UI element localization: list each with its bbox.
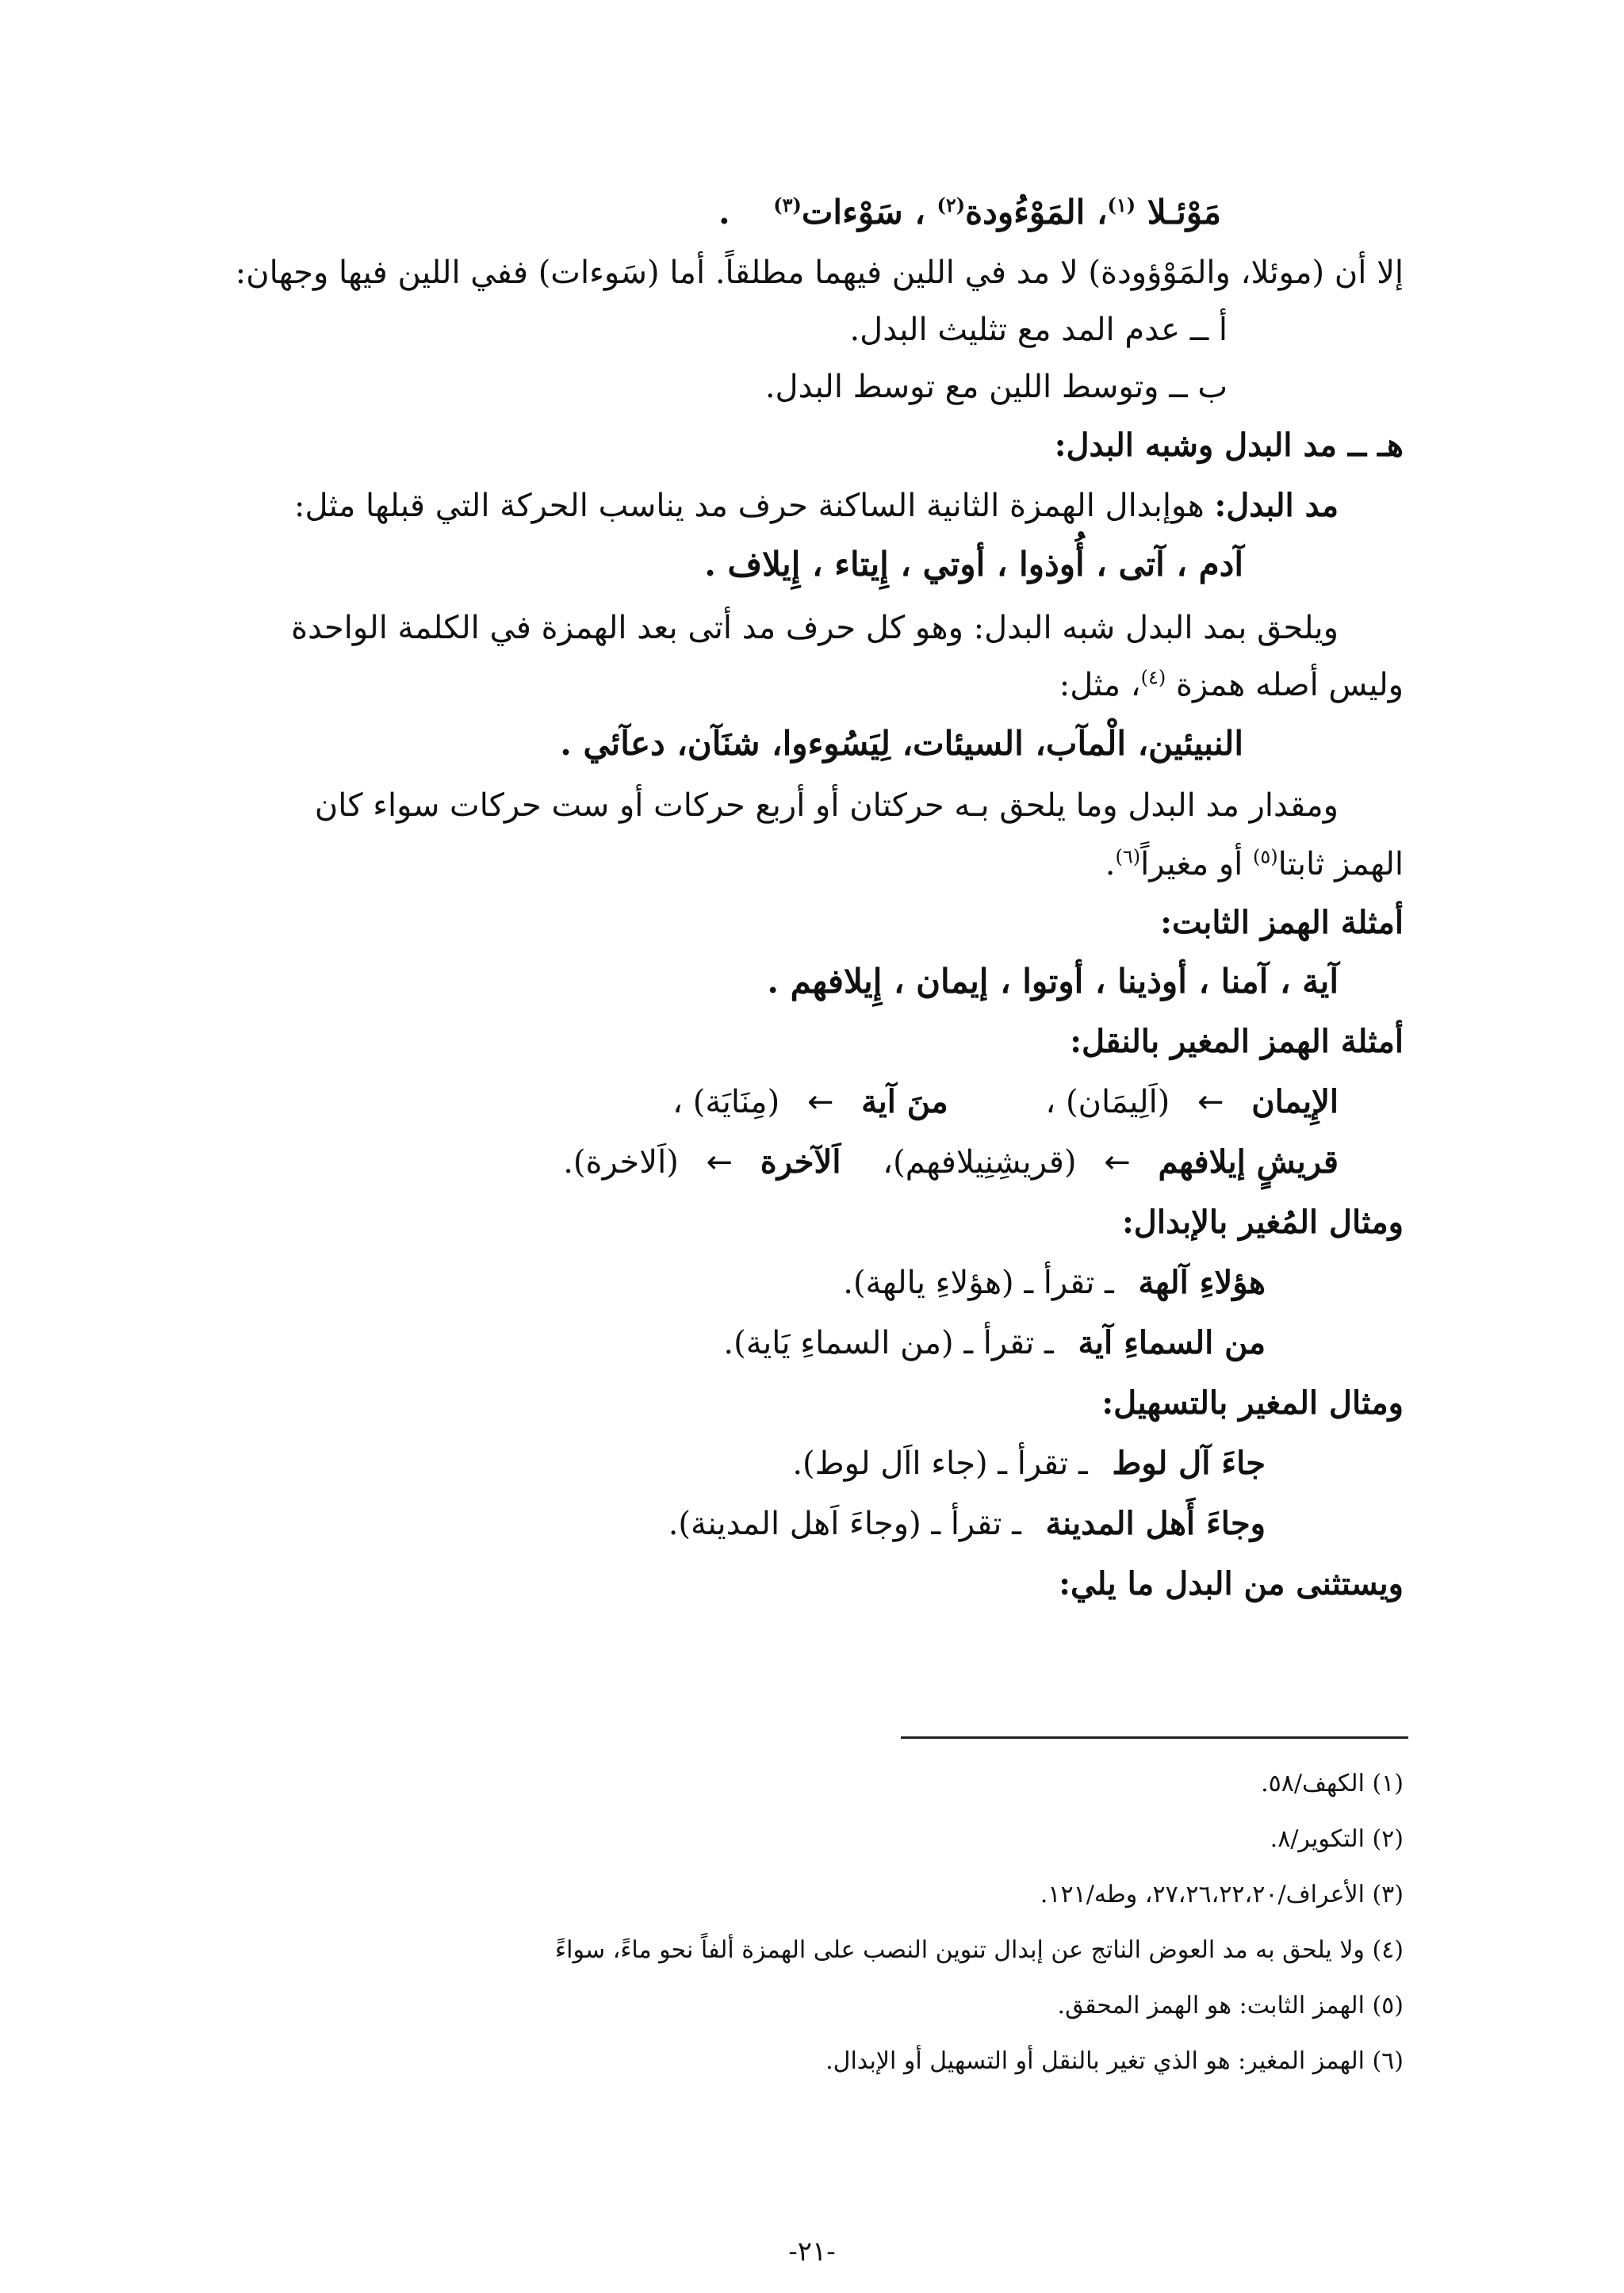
line-shibh-badal-cont: وليس أصله همزة $^{(٤)}$، مثل: [1059,666,1404,703]
line-madd-badal-def: مد البدل: هوإبدال الهمزة الثانية الساكنة حرف مد يناسب الحركة التي قبلها مثل: [294,487,1339,524]
footnote-3: (٣) الأعراف/٢٧،٢٦،٢٢،٢٠، وطه/١٢١. [1040,1881,1404,1908]
page-number: -٢١- [788,2236,836,2268]
arrow-icon: ← [1197,1084,1224,1120]
line-shibh-examples: النبيئين، الْمآب، السيئات، لِيَسُوءوا، شنَآن، دعآئي . [560,724,1243,763]
footnote-6: (٦) الهمز المغير: هو الذي تغير بالنقل أو التسهيل أو الإبدال. [825,2047,1404,2075]
line-tashil-example-2: وجاءَ أَهل المدينة ـ تقرأ ـ (وجاءَ اَهل المدينة). [668,1505,1266,1542]
line-exception: إلا أن (موئلا، والمَوْؤودة) لا مد في اللين فيهما مطلقاً. أما (سَوءات) ففي اللين فيها وجهان: [235,255,1404,291]
footnote-5: (٥) الهمز الثابت: هو الهمز المحقق. [1057,1992,1404,2019]
line-miqdar-cont: الهمز ثابتا$^{(٥)}$ أو مغيراً$^{(٦)}$. [1105,845,1404,882]
footnote-4: (٤) ولا يلحق به مد العوض الناتج عن إبدال تنوين النصب على الهمزة ألفاً نحو ماءً، سواءً [555,1936,1404,1964]
heading-naql: أمثلة الهمز المغير بالنقل: [1070,1023,1404,1060]
footnote-separator [901,1736,1408,1739]
line-ibdal-example-2: من السماءِ آية ـ تقرأ ـ (من السماءِ يَاية). [723,1324,1266,1361]
line-badal-examples: آدم ، آتى ، أُوذوا ، أوتي ، إِيتاء ، إِيلاف . [704,545,1243,584]
arrow-icon: ← [1104,1144,1131,1181]
arrow-icon: ← [706,1144,733,1181]
line-naql-example-1: الإِيمان ← (اَلِيمَان) ، منَ آية ← (مِنَايَة) ، [672,1083,1339,1120]
line-thabit-examples: آية ، آمنا ، أوذينا ، أوتوا ، إيمان ، إِيلافهم . [767,962,1339,1001]
line-ibdal-example-1: هؤلاءِ آلهة ـ تقرأ ـ (هؤلاءِ يالهة). [843,1264,1266,1301]
line-option-b: ب ــ وتوسط اللين مع توسط البدل. [764,369,1228,405]
footnote-1: (١) الكهف/٥٨. [1261,1770,1404,1797]
heading-exceptions: ويستثنى من البدل ما يلي: [1059,1565,1404,1602]
line-shibh-badal: ويلحق بمد البدل شبه البدل: وهو كل حرف مد أتى بعد الهمزة في الكلمة الواحدة [291,610,1339,646]
heading-thabit: أمثلة الهمز الثابت: [1160,904,1404,941]
line-tashil-example-1: جاءَ آل لوط ـ تقرأ ـ (جاء ااَل لوط). [792,1445,1266,1482]
heading-tashil: ومثال المغير بالتسهيل: [1101,1384,1404,1422]
line-option-a: أ ــ عدم المد مع تثليث البدل. [849,312,1228,348]
arrow-icon: ← [806,1084,834,1120]
line-miqdar: ومقدار مد البدل وما يلحق بـه حركتان أو أربع حركات أو ست حركات سواء كان [314,787,1339,824]
footnote-2: (٢) التكوير/٨. [1270,1825,1404,1853]
line-naql-example-2: قريشٍ إيلافهم ← (قريشِنِيلافهم)، اَلآخرة ← (اَلاخرة). [563,1143,1339,1181]
line-examples-mawil: مَوْئـلا $^{(١)}$، المَوْءُودة$^{(٢)}$ ، سَوْءات$^{(٣)}$ . [718,193,1221,232]
heading-ibdal: ومثال المُغير بالإبدال: [1122,1204,1404,1241]
section-heading: هـ ــ مد البدل وشبه البدل: [1054,427,1404,464]
